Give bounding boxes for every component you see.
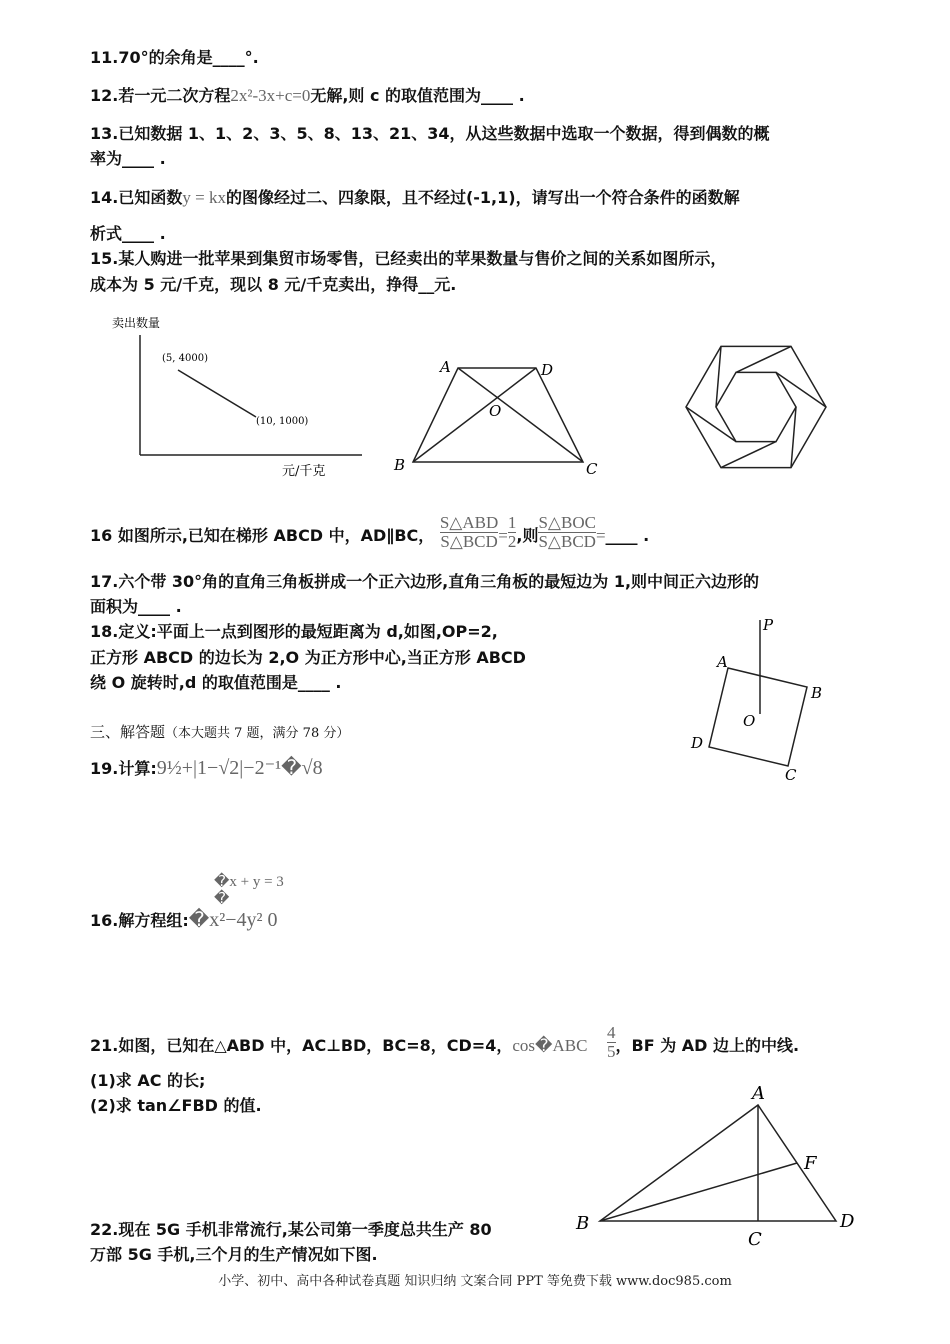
square-figure bbox=[685, 610, 835, 785]
q16-frac1-num: S△ABD bbox=[439, 513, 499, 532]
outer-hexagon bbox=[686, 346, 826, 467]
q11-text: 11.70°的余角是____°. bbox=[90, 48, 259, 67]
q15-line2: 成本为 5 元/千克，现以 8 元/千克卖出，挣得__元. bbox=[90, 275, 457, 294]
q16-frac2-den: S△BCD bbox=[538, 532, 596, 551]
q20-prefix: 16.解方程组: bbox=[90, 911, 189, 930]
trapezoid-figure bbox=[388, 350, 620, 485]
q16-blank: ____ . bbox=[605, 526, 650, 545]
q22-line1: 22.现在 5G 手机非常流行,某公司第一季度总共生产 80 bbox=[90, 1220, 492, 1239]
spoke-2 bbox=[736, 346, 791, 372]
q14 bbox=[90, 186, 740, 210]
q22-line2: 万部 5G 手机,三个月的生产情况如下图. bbox=[90, 1245, 378, 1264]
q12-prefix: 12.若一元二次方程 bbox=[90, 86, 231, 105]
q20-eq3: �x²−4y² 0 bbox=[188, 909, 278, 931]
graph-point-label-2: (10, 1000) bbox=[256, 416, 309, 427]
q13-line1: 13.已知数据 1、1、2、3、5、8、13、21、34，从这些数据中选取一个数据，得到偶数的概 bbox=[90, 124, 770, 143]
q21-part1: (1)求 AC 的长; bbox=[90, 1071, 206, 1090]
spoke-5 bbox=[721, 442, 776, 468]
square-abcd bbox=[709, 668, 807, 766]
triangle-figure bbox=[570, 1075, 870, 1255]
q21-cos: cos�ABC bbox=[512, 1036, 588, 1055]
q20-eq2: � bbox=[214, 891, 230, 907]
trap-label-a: A bbox=[440, 358, 451, 376]
section-3-title: 三、解答题 bbox=[90, 723, 166, 741]
graph-line bbox=[178, 370, 256, 417]
q20-eq1: �x + y = 3 bbox=[214, 874, 284, 890]
q21-suffix: ，BF 为 AD 边上的中线. bbox=[615, 1036, 800, 1055]
q21-frac-den: 5 bbox=[607, 1042, 616, 1061]
q14-suffix: 的图像经过二、四象限，且不经过(-1,1)，请写出一个符合条件的函数解 bbox=[225, 188, 740, 207]
q16-equals-2: = bbox=[595, 526, 606, 545]
q16-fraction-2 bbox=[538, 514, 595, 551]
q14-prefix: 14.已知函数 bbox=[90, 188, 183, 207]
q18-line2: 正方形 ABCD 的边长为 2,O 为正方形中心,当正方形 ABCD bbox=[90, 648, 526, 667]
q18-line1: 18.定义:平面上一点到图形的最短距离为 d,如图,OP=2, bbox=[90, 622, 498, 641]
sq-label-d: D bbox=[691, 734, 704, 752]
q16-fraction-1 bbox=[440, 514, 498, 551]
q12-equation: 2x²-3x+c=0 bbox=[230, 86, 311, 105]
diagonal-ac bbox=[458, 368, 583, 462]
tri-label-d: D bbox=[840, 1211, 855, 1232]
inner-hexagon bbox=[716, 372, 796, 441]
q14-line2: 析式____ . bbox=[90, 224, 166, 243]
q16-prefix: 16 如图所示,已知在梯形 ABCD 中，AD∥BC， bbox=[90, 526, 435, 545]
graph-xlabel: 元/千克 bbox=[282, 464, 326, 479]
sq-label-b: B bbox=[811, 684, 823, 702]
median-bf bbox=[600, 1163, 797, 1221]
sq-label-c: C bbox=[785, 766, 797, 784]
section-3-note: （本大题共 7 题，满分 78 分） bbox=[165, 726, 350, 741]
q12 bbox=[90, 84, 525, 108]
hexagon-figure bbox=[680, 340, 832, 474]
graph-point-label-1: (5, 4000) bbox=[162, 353, 208, 364]
q17-line1: 17.六个带 30°角的直角三角板拼成一个正六边形,直角三角板的最短边为 1,则中间正六边形的 bbox=[90, 572, 760, 591]
trap-label-o: O bbox=[489, 402, 502, 420]
spoke-4 bbox=[686, 407, 736, 442]
q16-then: ,则 bbox=[516, 526, 539, 545]
graph-ylabel: 卖出数量 bbox=[112, 316, 161, 330]
spoke-3 bbox=[716, 346, 721, 407]
q19 bbox=[90, 756, 323, 781]
q19-expression: 9½+|1−√2|−2⁻¹�√8 bbox=[156, 757, 323, 779]
tri-label-c: C bbox=[748, 1229, 762, 1250]
q16-half-den: 2 bbox=[507, 532, 517, 551]
sq-label-o: O bbox=[743, 712, 756, 730]
tri-label-b: B bbox=[576, 1213, 590, 1234]
section-3-heading bbox=[90, 720, 349, 746]
q16-frac2-num: S△BOC bbox=[538, 513, 596, 532]
q16-half-num: 1 bbox=[507, 513, 517, 532]
tri-label-a: A bbox=[752, 1083, 765, 1104]
q16-equals-1: = bbox=[498, 526, 508, 545]
q19-prefix: 19.计算: bbox=[90, 759, 157, 778]
q16 bbox=[90, 514, 649, 558]
spoke-1 bbox=[776, 372, 826, 407]
triangle-abd bbox=[600, 1105, 836, 1221]
q15-line1: 15.某人购进一批苹果到集贸市场零售，已经卖出的苹果数量与售价之间的关系如图所示， bbox=[90, 249, 727, 268]
q16-frac1-den: S△BCD bbox=[440, 532, 498, 551]
q21-frac-num: 4 bbox=[607, 1023, 616, 1042]
tri-label-f: F bbox=[804, 1153, 817, 1174]
diagonal-bd bbox=[413, 368, 536, 462]
sq-label-p: P bbox=[763, 616, 774, 634]
q21 bbox=[90, 1024, 799, 1068]
q21-fraction bbox=[607, 1024, 616, 1061]
q18-line3: 绕 O 旋转时,d 的取值范围是____ . bbox=[90, 673, 342, 692]
q17-line2: 面积为____ . bbox=[90, 597, 182, 616]
q13-line2: 率为____ . bbox=[90, 149, 166, 168]
spoke-6 bbox=[791, 407, 796, 468]
q21-part2: (2)求 tan∠FBD 的值. bbox=[90, 1096, 262, 1115]
page-footer: 小学、初中、高中各种试卷真题 知识归纳 文案合同 PPT 等免费下载 www.doc985.com bbox=[218, 1274, 732, 1289]
q12-suffix: 无解,则 c 的取值范围为____ . bbox=[310, 86, 525, 105]
trap-label-c: C bbox=[586, 460, 598, 478]
q21-prefix: 21.如图，已知在△ABD 中，AC⊥BD，BC=8，CD=4， bbox=[90, 1036, 513, 1055]
graph-figure bbox=[100, 305, 370, 480]
q14-equation: y = kx bbox=[182, 188, 226, 207]
trap-label-d: D bbox=[541, 361, 554, 379]
q20 bbox=[90, 908, 278, 933]
trap-label-b: B bbox=[394, 456, 406, 474]
sq-label-a: A bbox=[717, 653, 728, 671]
q16-fraction-half bbox=[508, 514, 517, 551]
